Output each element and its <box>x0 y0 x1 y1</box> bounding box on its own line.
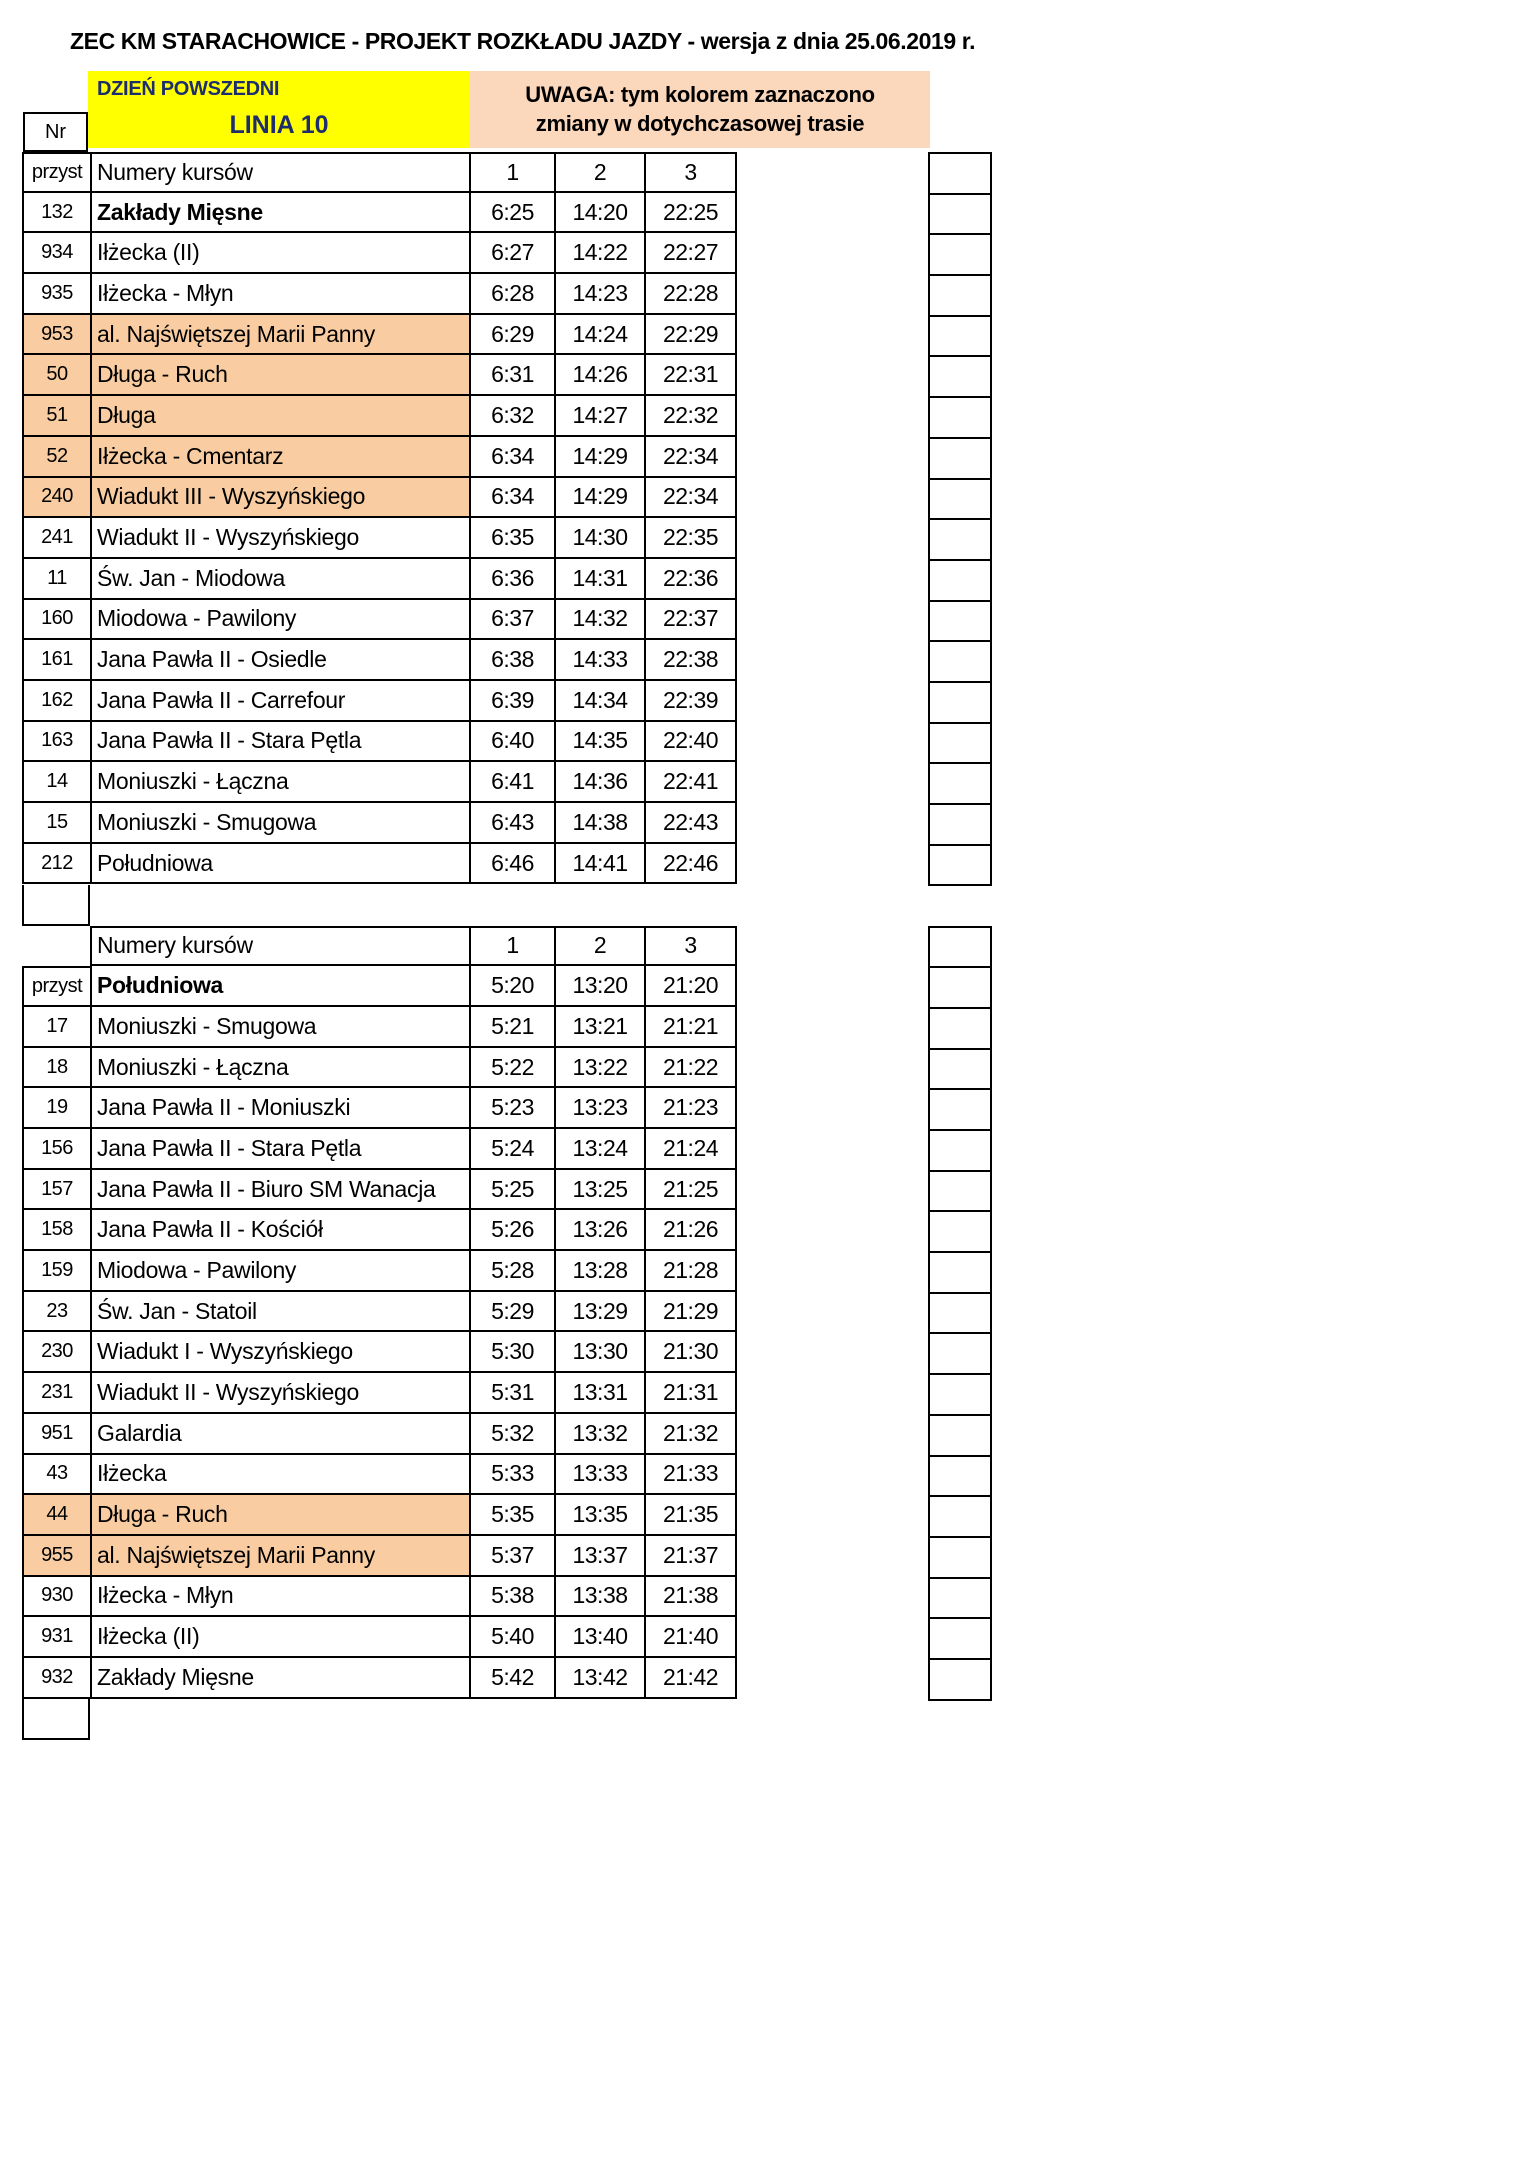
table-row <box>22 1251 737 1292</box>
stop-number-cell: 212 <box>24 844 92 883</box>
time-cell-2: 13:30 <box>556 1332 646 1371</box>
day-type-label: DZIEŃ POWSZEDNI <box>97 78 280 100</box>
time-cell-1: 6:25 <box>471 193 556 232</box>
time-cell-3: 22:40 <box>646 722 737 761</box>
stop-number-cell: 231 <box>24 1373 92 1412</box>
stop-number-cell: 50 <box>24 355 92 394</box>
stop-name-cell: Wiadukt II - Wyszyńskiego <box>92 1373 471 1412</box>
time-cell-3: 22:46 <box>646 844 737 883</box>
stop-name-cell: Jana Pawła II - Kościół <box>92 1210 471 1249</box>
gap-cell <box>22 885 90 926</box>
time-cell-3: 22:35 <box>646 518 737 557</box>
stop-name-cell: Długa <box>92 396 471 435</box>
stop-name-cell: al. Najświętszej Marii Panny <box>92 1536 471 1575</box>
stop-name-cell: Iłżecka <box>92 1455 471 1494</box>
time-cell-3: 22:28 <box>646 274 737 313</box>
table-row <box>22 193 737 234</box>
stop-name-cell: Wiadukt III - Wyszyńskiego <box>92 478 471 517</box>
table-row <box>22 1088 737 1129</box>
empty-note-box <box>928 195 992 236</box>
time-cell-2: 2 <box>556 928 646 965</box>
time-cell-3: 22:38 <box>646 640 737 679</box>
time-cell-2: 14:22 <box>556 233 646 272</box>
time-cell-3: 21:22 <box>646 1048 737 1087</box>
route-change-note <box>470 71 930 148</box>
time-cell-2: 13:24 <box>556 1129 646 1168</box>
time-cell-3: 22:39 <box>646 681 737 720</box>
time-cell-1: 6:38 <box>471 640 556 679</box>
time-cell-2: 14:38 <box>556 803 646 842</box>
stop-name-cell: Numery kursów <box>92 154 471 191</box>
table-row <box>22 1455 737 1496</box>
time-cell-1: 5:24 <box>471 1129 556 1168</box>
time-cell-3: 21:38 <box>646 1577 737 1616</box>
table-row <box>22 762 737 803</box>
empty-note-box <box>928 317 992 358</box>
table-row <box>22 355 737 396</box>
time-cell-2: 13:22 <box>556 1048 646 1087</box>
time-cell-2: 14:24 <box>556 315 646 354</box>
time-cell-1: 6:34 <box>471 437 556 476</box>
time-cell-3: 21:30 <box>646 1332 737 1371</box>
time-cell-3: 22:31 <box>646 355 737 394</box>
table-row <box>22 640 737 681</box>
time-cell-1: 1 <box>471 928 556 965</box>
stop-number-cell: 15 <box>24 803 92 842</box>
empty-note-box <box>928 1253 992 1294</box>
stop-name-cell: Jana Pawła II - Biuro SM Wanacja <box>92 1170 471 1209</box>
time-cell-2: 14:29 <box>556 437 646 476</box>
time-cell-1: 5:20 <box>471 966 556 1005</box>
time-cell-2: 14:26 <box>556 355 646 394</box>
empty-note-box <box>928 764 992 805</box>
time-cell-3: 21:24 <box>646 1129 737 1168</box>
time-cell-3: 22:34 <box>646 437 737 476</box>
stop-number-cell: 157 <box>24 1170 92 1209</box>
empty-note-box <box>928 968 992 1009</box>
stop-number-cell: 158 <box>24 1210 92 1249</box>
table-row <box>22 1536 737 1577</box>
table-row <box>22 1292 737 1333</box>
time-cell-3: 22:36 <box>646 559 737 598</box>
table-row <box>22 1170 737 1211</box>
time-cell-3: 22:37 <box>646 600 737 639</box>
route-change-note-line1: UWAGA: tym kolorem zaznaczono <box>525 82 875 107</box>
time-cell-3: 3 <box>646 154 737 191</box>
empty-note-box <box>928 1131 992 1172</box>
stop-name-cell: Iłżecka - Młyn <box>92 274 471 313</box>
time-cell-1: 6:41 <box>471 762 556 801</box>
empty-note-box <box>928 154 992 195</box>
time-cell-3: 21:42 <box>646 1658 737 1697</box>
time-cell-1: 5:22 <box>471 1048 556 1087</box>
time-cell-3: 22:27 <box>646 233 737 272</box>
stop-name-cell: Moniuszki - Łączna <box>92 762 471 801</box>
table-row <box>22 233 737 274</box>
stop-number-cell: przyst <box>24 154 92 191</box>
table-row <box>22 722 737 763</box>
table-row <box>22 1332 737 1373</box>
empty-note-box <box>928 480 992 521</box>
timetable-section-2-header <box>90 926 737 967</box>
table-row <box>22 1495 737 1536</box>
stop-number-cell: 160 <box>24 600 92 639</box>
time-cell-2: 13:26 <box>556 1210 646 1249</box>
time-cell-2: 13:32 <box>556 1414 646 1453</box>
time-cell-2: 13:21 <box>556 1007 646 1046</box>
empty-note-box <box>928 1416 992 1457</box>
time-cell-1: 5:21 <box>471 1007 556 1046</box>
time-cell-2: 13:35 <box>556 1495 646 1534</box>
empty-note-box <box>928 439 992 480</box>
time-cell-3: 21:37 <box>646 1536 737 1575</box>
time-cell-2: 14:36 <box>556 762 646 801</box>
time-cell-3: 21:35 <box>646 1495 737 1534</box>
table-row <box>22 1210 737 1251</box>
time-cell-2: 14:20 <box>556 193 646 232</box>
stop-number-cell: przyst <box>24 966 92 1005</box>
stop-number-cell: 230 <box>24 1332 92 1371</box>
stop-number-cell: 240 <box>24 478 92 517</box>
table-row <box>22 1414 737 1455</box>
time-cell-1: 5:33 <box>471 1455 556 1494</box>
empty-note-box <box>928 1660 992 1701</box>
time-cell-1: 6:40 <box>471 722 556 761</box>
stop-name-cell: Miodowa - Pawilony <box>92 600 471 639</box>
time-cell-2: 13:31 <box>556 1373 646 1412</box>
time-cell-2: 13:23 <box>556 1088 646 1127</box>
stop-name-cell: Długa - Ruch <box>92 1495 471 1534</box>
time-cell-1: 6:32 <box>471 396 556 435</box>
empty-note-box <box>928 1172 992 1213</box>
time-cell-1: 6:37 <box>471 600 556 639</box>
empty-note-box <box>928 1375 992 1416</box>
line-number-label: LINIA 10 <box>229 111 329 139</box>
stop-number-cell: 23 <box>24 1292 92 1331</box>
stop-number-cell: 11 <box>24 559 92 598</box>
table-row <box>22 518 737 559</box>
column-header-row <box>90 926 737 967</box>
stop-name-cell: Zakłady Mięsne <box>92 193 471 232</box>
notes-column-group-2 <box>928 926 992 1701</box>
stop-name-cell: Jana Pawła II - Stara Pętla <box>92 722 471 761</box>
stop-number-cell: 934 <box>24 233 92 272</box>
time-cell-2: 13:28 <box>556 1251 646 1290</box>
table-row <box>22 437 737 478</box>
empty-note-box <box>928 846 992 887</box>
time-cell-2: 13:20 <box>556 966 646 1005</box>
time-cell-3: 21:20 <box>646 966 737 1005</box>
stop-number-cell: 14 <box>24 762 92 801</box>
stop-name-cell: Iłżecka (II) <box>92 1617 471 1656</box>
stop-number-cell: 931 <box>24 1617 92 1656</box>
stop-number-cell: 19 <box>24 1088 92 1127</box>
table-row <box>22 681 737 722</box>
time-cell-3: 21:40 <box>646 1617 737 1656</box>
stop-name-cell: Jana Pawła II - Osiedle <box>92 640 471 679</box>
stop-name-cell: Św. Jan - Statoil <box>92 1292 471 1331</box>
stop-name-cell: Południowa <box>92 844 471 883</box>
empty-note-box <box>928 1579 992 1620</box>
empty-note-box <box>928 520 992 561</box>
time-cell-1: 6:34 <box>471 478 556 517</box>
empty-note-box <box>928 1050 992 1091</box>
empty-note-box <box>928 357 992 398</box>
stop-number-cell: 935 <box>24 274 92 313</box>
time-cell-3: 3 <box>646 928 737 965</box>
empty-note-box <box>928 1497 992 1538</box>
time-cell-1: 6:39 <box>471 681 556 720</box>
stop-number-cell: 51 <box>24 396 92 435</box>
time-cell-2: 14:35 <box>556 722 646 761</box>
stop-name-cell: Iłżecka (II) <box>92 233 471 272</box>
empty-note-box <box>928 642 992 683</box>
stop-name-cell: Długa - Ruch <box>92 355 471 394</box>
time-cell-3: 22:41 <box>646 762 737 801</box>
notes-column-group-1 <box>928 152 992 886</box>
timetable-section-1 <box>22 152 737 884</box>
time-cell-2: 14:30 <box>556 518 646 557</box>
time-cell-1: 5:37 <box>471 1536 556 1575</box>
empty-note-box <box>928 1619 992 1660</box>
time-cell-3: 21:25 <box>646 1170 737 1209</box>
time-cell-2: 14:23 <box>556 274 646 313</box>
time-cell-2: 14:31 <box>556 559 646 598</box>
timetable-section-2 <box>22 966 737 1698</box>
time-cell-2: 14:33 <box>556 640 646 679</box>
time-cell-1: 5:40 <box>471 1617 556 1656</box>
stop-number-cell: 132 <box>24 193 92 232</box>
empty-note-box <box>928 805 992 846</box>
time-cell-1: 6:43 <box>471 803 556 842</box>
empty-note-box <box>928 1294 992 1335</box>
time-cell-1: 5:38 <box>471 1577 556 1616</box>
table-row <box>22 1373 737 1414</box>
time-cell-1: 6:46 <box>471 844 556 883</box>
time-cell-3: 22:29 <box>646 315 737 354</box>
stop-number-cell: 953 <box>24 315 92 354</box>
stop-name-cell: Jana Pawła II - Stara Pętla <box>92 1129 471 1168</box>
time-cell-2: 13:38 <box>556 1577 646 1616</box>
table-row <box>22 1617 737 1658</box>
stop-number-cell: 17 <box>24 1007 92 1046</box>
table-row <box>22 803 737 844</box>
time-cell-1: 5:29 <box>471 1292 556 1331</box>
time-cell-3: 21:33 <box>646 1455 737 1494</box>
empty-note-box <box>928 928 992 969</box>
stop-number-cell: 156 <box>24 1129 92 1168</box>
table-row <box>22 844 737 885</box>
stop-name-cell: Zakłady Mięsne <box>92 1658 471 1697</box>
time-cell-1: 6:29 <box>471 315 556 354</box>
time-cell-2: 13:40 <box>556 1617 646 1656</box>
time-cell-3: 22:32 <box>646 396 737 435</box>
time-cell-2: 13:37 <box>556 1536 646 1575</box>
stop-number-cell: 43 <box>24 1455 92 1494</box>
table-row <box>22 478 737 519</box>
time-cell-1: 5:35 <box>471 1495 556 1534</box>
time-cell-1: 1 <box>471 154 556 191</box>
stop-name-cell: al. Najświętszej Marii Panny <box>92 315 471 354</box>
stop-name-cell: Miodowa - Pawilony <box>92 1251 471 1290</box>
stop-number-cell: 52 <box>24 437 92 476</box>
time-cell-2: 14:34 <box>556 681 646 720</box>
time-cell-2: 13:42 <box>556 1658 646 1697</box>
table-row <box>22 396 737 437</box>
empty-note-box <box>928 1457 992 1498</box>
bottom-empty-cell <box>22 1699 90 1740</box>
stop-number-cell: 930 <box>24 1577 92 1616</box>
route-change-note-line2: zmiany w dotychczasowej trasie <box>535 111 865 136</box>
empty-note-box <box>928 724 992 765</box>
time-cell-3: 22:43 <box>646 803 737 842</box>
time-cell-1: 6:27 <box>471 233 556 272</box>
empty-note-box <box>928 1009 992 1050</box>
empty-note-box <box>928 1538 992 1579</box>
time-cell-2: 14:41 <box>556 844 646 883</box>
stop-name-cell: Jana Pawła II - Moniuszki <box>92 1088 471 1127</box>
stop-number-cell: 163 <box>24 722 92 761</box>
stop-name-cell: Moniuszki - Smugowa <box>92 803 471 842</box>
stop-number-cell: 18 <box>24 1048 92 1087</box>
table-row <box>22 315 737 356</box>
time-cell-1: 6:28 <box>471 274 556 313</box>
document-title: ZEC KM STARACHOWICE - PROJEKT ROZKŁADU JAZDY - wersja z dnia 25.06.2019 r. <box>70 28 976 54</box>
time-cell-2: 14:29 <box>556 478 646 517</box>
time-cell-1: 5:30 <box>471 1332 556 1371</box>
stop-name-cell: Moniuszki - Smugowa <box>92 1007 471 1046</box>
stop-number-cell: 241 <box>24 518 92 557</box>
time-cell-3: 21:29 <box>646 1292 737 1331</box>
time-cell-1: 5:23 <box>471 1088 556 1127</box>
empty-note-box <box>928 1212 992 1253</box>
time-cell-3: 21:23 <box>646 1088 737 1127</box>
time-cell-1: 5:32 <box>471 1414 556 1453</box>
nr-header-box: Nr <box>23 112 88 152</box>
stop-name-cell: Św. Jan - Miodowa <box>92 559 471 598</box>
stop-name-cell: Iłżecka - Cmentarz <box>92 437 471 476</box>
stop-number-cell: 951 <box>24 1414 92 1453</box>
stop-name-cell: Południowa <box>92 966 471 1005</box>
stop-name-cell: Iłżecka - Młyn <box>92 1577 471 1616</box>
time-cell-1: 5:25 <box>471 1170 556 1209</box>
table-row <box>22 600 737 641</box>
stop-number-cell: 162 <box>24 681 92 720</box>
stop-number-cell: 44 <box>24 1495 92 1534</box>
time-cell-2: 14:32 <box>556 600 646 639</box>
time-cell-3: 21:31 <box>646 1373 737 1412</box>
empty-note-box <box>928 602 992 643</box>
stop-number-cell: 159 <box>24 1251 92 1290</box>
time-cell-2: 13:33 <box>556 1455 646 1494</box>
time-cell-1: 5:26 <box>471 1210 556 1249</box>
table-row <box>22 1577 737 1618</box>
empty-note-box <box>928 683 992 724</box>
table-row <box>22 966 737 1007</box>
stop-name-cell: Moniuszki - Łączna <box>92 1048 471 1087</box>
table-row <box>22 559 737 600</box>
stop-number-cell: 161 <box>24 640 92 679</box>
time-cell-2: 14:27 <box>556 396 646 435</box>
day-type-box <box>88 71 470 148</box>
stop-name-cell: Wiadukt I - Wyszyńskiego <box>92 1332 471 1371</box>
time-cell-3: 22:34 <box>646 478 737 517</box>
stop-name-cell: Numery kursów <box>92 928 471 965</box>
stop-number-cell: 932 <box>24 1658 92 1697</box>
time-cell-1: 6:31 <box>471 355 556 394</box>
time-cell-1: 6:35 <box>471 518 556 557</box>
time-cell-1: 5:42 <box>471 1658 556 1697</box>
stop-name-cell: Galardia <box>92 1414 471 1453</box>
empty-note-box <box>928 561 992 602</box>
time-cell-1: 6:36 <box>471 559 556 598</box>
table-row <box>22 274 737 315</box>
time-cell-3: 22:25 <box>646 193 737 232</box>
empty-note-box <box>928 398 992 439</box>
column-header-row <box>22 152 737 193</box>
time-cell-3: 21:28 <box>646 1251 737 1290</box>
stop-name-cell: Jana Pawła II - Carrefour <box>92 681 471 720</box>
table-row <box>22 1129 737 1170</box>
stop-number-cell: 955 <box>24 1536 92 1575</box>
time-cell-2: 2 <box>556 154 646 191</box>
table-row <box>22 1658 737 1699</box>
empty-note-box <box>928 1334 992 1375</box>
time-cell-2: 13:25 <box>556 1170 646 1209</box>
empty-note-box <box>928 1090 992 1131</box>
time-cell-3: 21:26 <box>646 1210 737 1249</box>
empty-note-box <box>928 235 992 276</box>
time-cell-2: 13:29 <box>556 1292 646 1331</box>
time-cell-3: 21:32 <box>646 1414 737 1453</box>
stop-name-cell: Wiadukt II - Wyszyńskiego <box>92 518 471 557</box>
empty-note-box <box>928 276 992 317</box>
time-cell-3: 21:21 <box>646 1007 737 1046</box>
time-cell-1: 5:31 <box>471 1373 556 1412</box>
table-row <box>22 1007 737 1048</box>
time-cell-1: 5:28 <box>471 1251 556 1290</box>
table-row <box>22 1048 737 1089</box>
